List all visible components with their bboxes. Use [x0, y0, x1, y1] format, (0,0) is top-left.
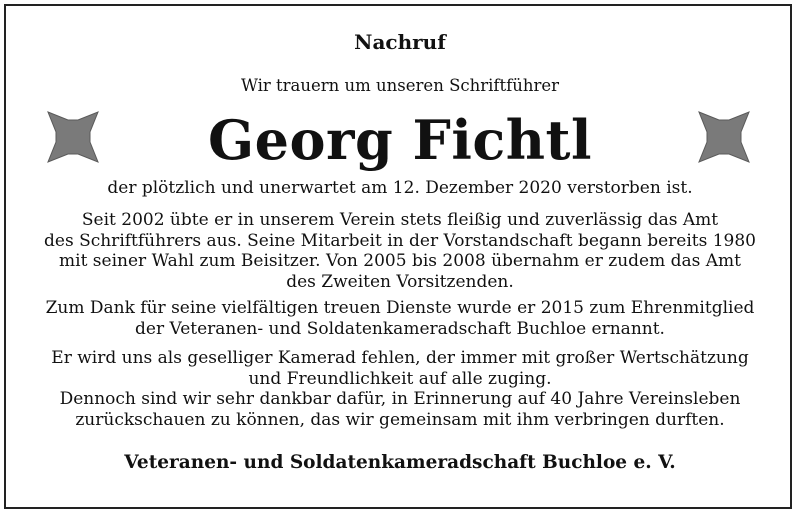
service-line: des Schriftführers aus. Seine Mitarbeit in der Vorstandschaft begann bereits 1980: [44, 230, 756, 251]
notice-heading: Nachruf: [354, 30, 446, 54]
honor-line: Zum Dank für seine vielfältigen treuen Dienste wurde er 2015 zum Ehrenmitglied: [45, 298, 755, 318]
farewell-paragraph: [0, 348, 800, 430]
farewell-line: Dennoch sind wir sehr dankbar dafür, in Erinnerung auf 40 Jahre Vereinsleben: [59, 389, 741, 409]
farewell-line: Er wird uns als geselliger Kamerad fehlen, der immer mit großer Wertschätzung: [51, 348, 749, 368]
association-signature: Veteranen- und Soldatenkameradschaft Buchloe e. V.: [124, 452, 676, 473]
service-line: mit seiner Wahl zum Beisitzer. Von 2005 bis 2008 übernahm er zudem das Amt: [59, 251, 741, 271]
service-line: des Zweiten Vorsitzenden.: [286, 271, 514, 292]
service-paragraph: [0, 210, 800, 292]
farewell-line: und Freundlichkeit auf alle zuging.: [248, 368, 552, 389]
deceased-name: Georg Fichtl: [208, 108, 592, 172]
honor-line: der Veteranen- und Soldatenkameradschaft Buchloe ernannt.: [135, 318, 665, 339]
notice-intro: Wir trauern um unseren Schriftführer: [240, 76, 560, 95]
honor-paragraph: [0, 298, 800, 339]
death-line: der plötzlich und unerwartet am 12. Dezember 2020 verstorben ist.: [107, 178, 693, 198]
farewell-line: zurückschauen zu können, das wir gemeinsam mit ihm verbringen durften.: [75, 409, 725, 430]
service-line: Seit 2002 übte er in unserem Verein stets fleißig und zuverlässig das Amt: [81, 210, 719, 230]
